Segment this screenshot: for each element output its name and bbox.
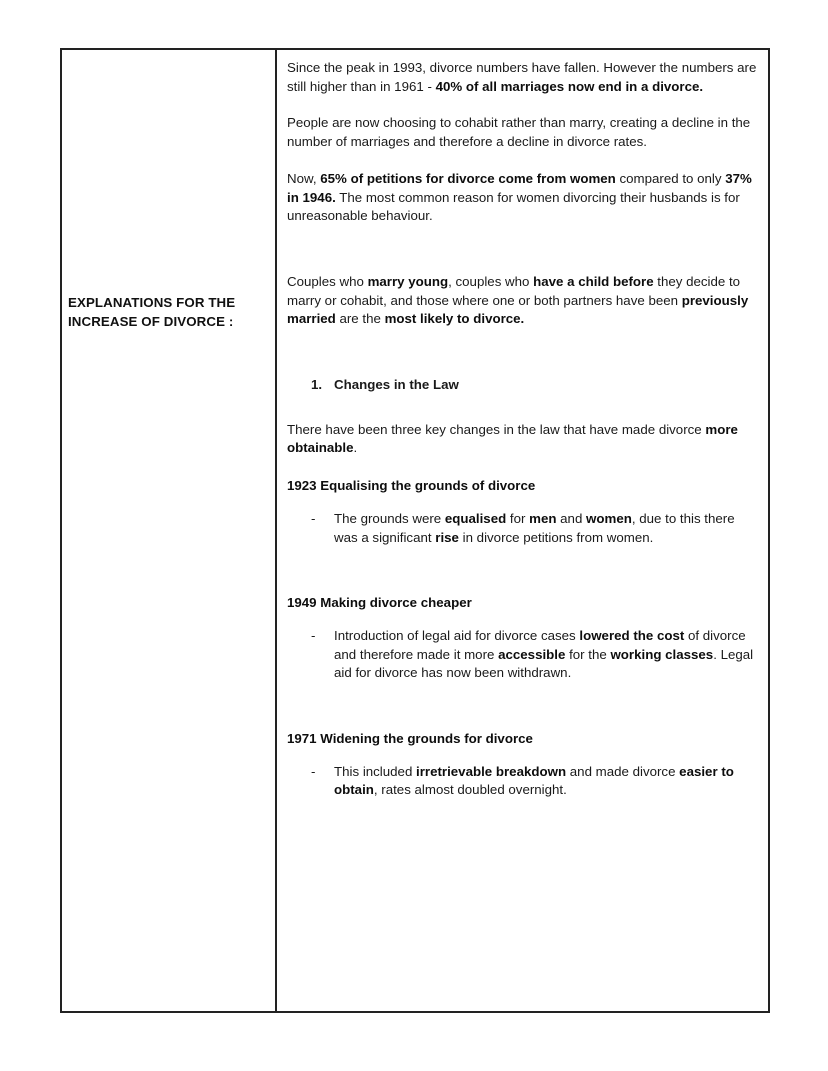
paragraph-4-bold-2: have a child before <box>533 273 654 289</box>
bullet-1923-text-1: The grounds were <box>334 510 445 526</box>
bullet-1949-text-1: Introduction of legal aid for divorce cases <box>334 627 580 643</box>
notes-table <box>60 48 770 1013</box>
paragraph-2-text-1: People are now choosing to cohabit rather than marry, creating a decline in the number of marriages and therefore a decline in divorce rates. <box>287 115 751 150</box>
bullet-1949-text-3: for the <box>565 646 611 662</box>
paragraph-spacer <box>287 152 760 170</box>
paragraph-3-text-1: Now, <box>287 170 321 186</box>
bullet-spacer <box>287 496 760 510</box>
paragraph-5-text-2: . <box>353 440 358 456</box>
paragraph-1-text-1: Since the peak in 1993, divorce numbers have fallen. However the numbers are still higher than in 1961 - <box>287 60 757 94</box>
section-spacer <box>287 547 760 594</box>
subheading-1971: 1971 Widening the grounds for divorce <box>287 731 533 747</box>
paragraph-spacer <box>287 96 760 114</box>
bullet-1923-bold-4: rise <box>435 529 459 545</box>
bullet-1923-text-3: and <box>556 510 587 526</box>
bullet-1923-text-2: for <box>506 510 530 526</box>
bullet-1949-bold-2: accessible <box>498 646 566 662</box>
bullet-1923-text-4: , due to this there was a significant <box>334 510 735 545</box>
bullet-text <box>334 763 760 800</box>
bullet-text <box>334 510 760 547</box>
bullet-1923-bold-2: men <box>529 510 557 526</box>
paragraph-4-bold-4: most likely to divorce. <box>384 311 525 327</box>
paragraph-3-bold-2: 37% in 1946. <box>287 170 752 205</box>
bullet-marker: - <box>311 510 316 526</box>
bullet-spacer <box>287 749 760 763</box>
paragraph-3-text-3: The most common reason for women divorcing their husbands is for unreasonable behaviour. <box>287 189 740 224</box>
paragraph-4-bold-3: previously married <box>287 292 749 327</box>
paragraph-three-key-changes <box>287 421 760 458</box>
paragraph-cohabitation-decline <box>287 114 760 151</box>
bullet-1949-bold-3: working classes <box>610 646 714 662</box>
bullet-1971-text-2: and made divorce <box>566 763 680 779</box>
bullet-marker: - <box>311 763 316 779</box>
bullet-1949-text-2: of divorce and therefore made it more <box>334 627 746 662</box>
bullet-1949-legal-aid <box>287 627 760 683</box>
subheading-1949: 1949 Making divorce cheaper <box>287 595 472 611</box>
explanations-heading-line2: INCREASE OF DIVORCE : <box>68 313 234 329</box>
paragraph-5-bold-1: more obtainable <box>287 421 738 456</box>
table-column-left <box>62 50 277 1011</box>
bullet-1949-bold-1: lowered the cost <box>579 627 685 643</box>
numbered-item-marker: 1. <box>311 377 323 393</box>
paragraph-4-text-4: are the <box>335 311 385 327</box>
explanations-heading <box>68 294 268 331</box>
bullet-1923-grounds-equalised <box>287 510 760 547</box>
section-spacer <box>287 458 760 477</box>
bullet-1923-bold-1: equalised <box>444 510 507 526</box>
bullet-1971-bold-1: irretrievable breakdown <box>416 763 567 779</box>
explanations-heading-line1: EXPLANATIONS FOR THE <box>68 295 236 310</box>
paragraph-4-text-3: they decide to marry or cohabit, and those where one or both partners have been <box>287 273 741 308</box>
bullet-1971-text-3: , rates almost doubled overnight. <box>373 782 567 798</box>
paragraph-3-bold-1: 65% of petitions for divorce come from women <box>320 170 616 186</box>
bullet-1923-bold-3: women <box>586 510 632 526</box>
numbered-item-label: Changes in the Law <box>334 377 459 393</box>
paragraph-divorce-peak-1993 <box>287 59 760 96</box>
bullet-spacer <box>287 613 760 627</box>
section-spacer <box>287 226 760 273</box>
section-spacer <box>287 329 760 376</box>
bullet-1971-bold-2: easier to obtain <box>334 763 734 798</box>
paragraph-5-text-1: There have been three key changes in the law that have made divorce <box>287 421 706 437</box>
paragraph-4-text-2: , couples who <box>448 273 534 289</box>
table-column-right <box>277 50 768 1011</box>
bullet-1923-text-5: in divorce petitions from women. <box>458 529 654 545</box>
bullet-1949-text-4: . Legal aid for divorce has now been withdrawn. <box>334 646 754 681</box>
paragraph-1-bold-1: 40% of all marriages now end in a divorce. <box>435 78 704 94</box>
bullet-1971-irretrievable-breakdown <box>287 763 760 800</box>
paragraph-3-text-2: compared to only <box>615 170 726 186</box>
numbered-item-changes-in-the-law <box>287 376 760 395</box>
paragraph-spacer <box>287 395 760 421</box>
bullet-1971-text-1: This included <box>334 763 417 779</box>
paragraph-4-bold-1: marry young <box>367 273 449 289</box>
paragraph-4-text-1: Couples who <box>287 273 368 289</box>
section-spacer <box>287 683 760 730</box>
paragraph-most-likely-to-divorce <box>287 273 760 329</box>
subheading-1923: 1923 Equalising the grounds of divorce <box>287 478 536 494</box>
paragraph-petitions-from-women <box>287 170 760 226</box>
bullet-marker: - <box>311 627 316 643</box>
bullet-text <box>334 627 760 683</box>
